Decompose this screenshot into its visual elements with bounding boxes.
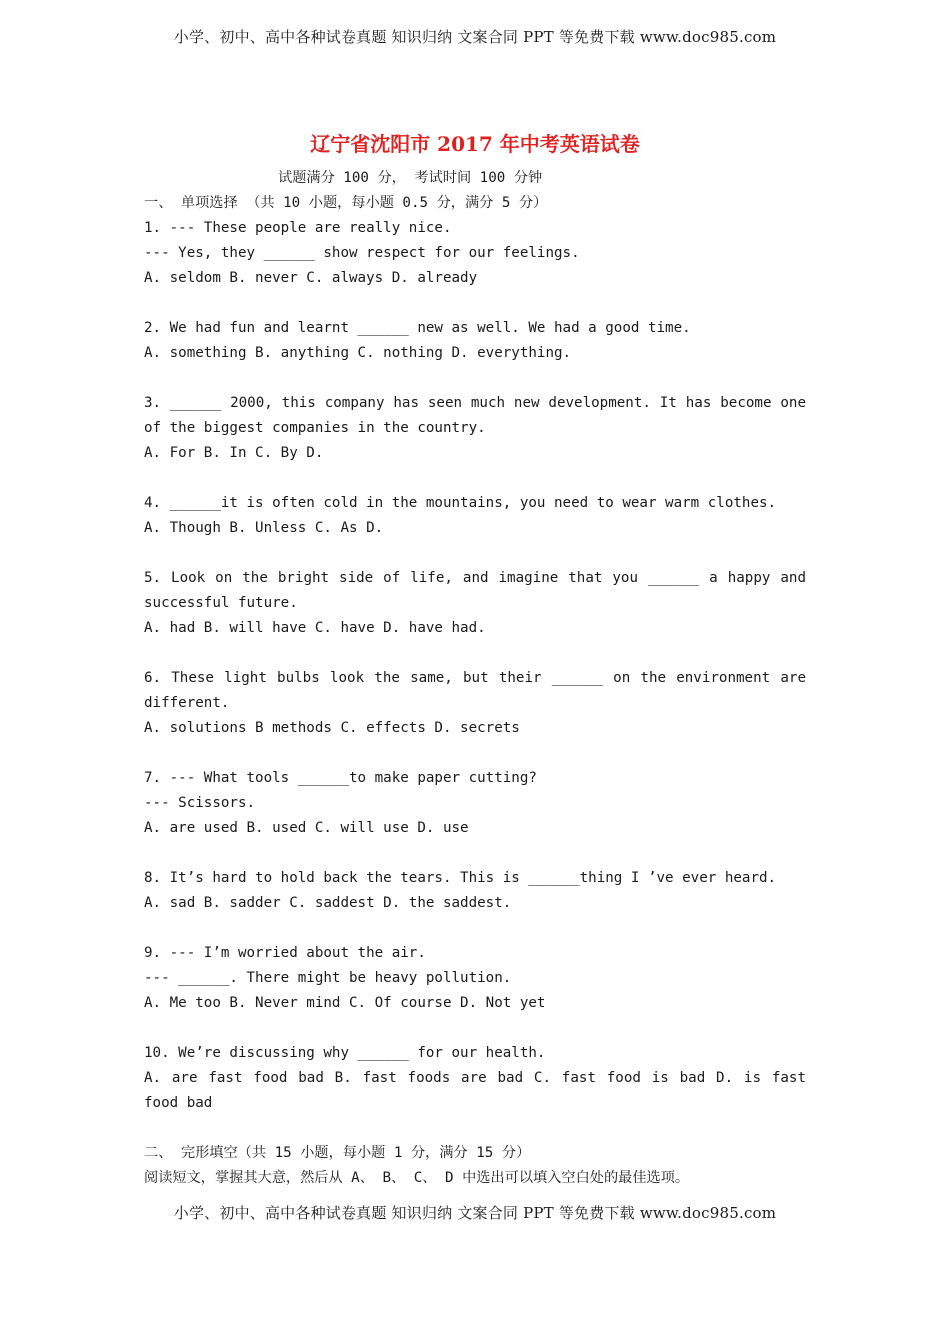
question-5 xyxy=(144,566,806,641)
spacer xyxy=(144,1016,806,1041)
spacer xyxy=(144,466,806,491)
spacer xyxy=(144,366,806,391)
section-heading-2: 二、 完形填空（共 15 小题，每小题 1 分，满分 15 分） xyxy=(144,1145,531,1161)
question-2-options: A. something B. anything C. nothing D. everything. xyxy=(144,345,572,361)
spacer xyxy=(144,741,806,766)
spacer xyxy=(144,291,806,316)
page-header: 小学、初中、高中各种试卷真题 知识归纳 文案合同 PPT 等免费下载 www.doc985.com xyxy=(173,28,777,46)
spacer xyxy=(144,641,806,666)
question-1-options: A. seldom B. never C. always D. already xyxy=(144,270,478,286)
spacer xyxy=(144,541,806,566)
question-4 xyxy=(144,491,806,541)
question-7-stem: 7. --- What tools ______to make paper cutting? xyxy=(144,770,537,786)
question-9-stem: 9. --- I’m worried about the air. xyxy=(144,945,426,961)
question-6 xyxy=(144,666,806,741)
question-9-reply: --- ______. There might be heavy pollution. xyxy=(144,970,512,986)
question-2-stem: 2. We had fun and learnt ______ new as well. We had a good time. xyxy=(144,320,691,336)
question-1-reply: --- Yes, they ______ show respect for our feelings. xyxy=(144,245,580,261)
section-heading-1: 一、 单项选择 （共 10 小题，每小题 0.5 分，满分 5 分） xyxy=(144,195,548,211)
question-8-stem: 8. It’s hard to hold back the tears. This is ______thing I ’ve ever heard. xyxy=(144,870,777,886)
question-6-stem: 6. These light bulbs look the same, but their ______ on the environment are different. xyxy=(144,670,806,711)
question-1-stem: 1. --- These people are really nice. xyxy=(144,220,452,236)
exam-subtitle: 试题满分 100 分， 考试时间 100 分钟 xyxy=(278,170,543,186)
question-9 xyxy=(144,941,806,1016)
question-9-options: A. Me too B. Never mind C. Of course D. Not yet xyxy=(144,995,546,1011)
spacer xyxy=(144,916,806,941)
question-7-options: A. are used B. used C. will use D. use xyxy=(144,820,469,836)
question-7-reply: --- Scissors. xyxy=(144,795,256,811)
spacer xyxy=(144,1116,806,1141)
question-6-options: A. solutions B methods C. effects D. secrets xyxy=(144,720,520,736)
page-footer: 小学、初中、高中各种试卷真题 知识归纳 文案合同 PPT 等免费下载 www.doc985.com xyxy=(173,1204,777,1222)
question-10-options: A. are fast food bad B. fast foods are bad C. fast food is bad D. is fast food bad xyxy=(144,1070,806,1111)
question-list xyxy=(144,216,806,1141)
question-3-options: A. For B. In C. By D. xyxy=(144,445,324,461)
spacer xyxy=(144,841,806,866)
question-5-stem: 5. Look on the bright side of life, and imagine that you ______ a happy and successful future. xyxy=(144,570,806,611)
question-7 xyxy=(144,766,806,841)
question-4-options: A. Though B. Unless C. As D. xyxy=(144,520,384,536)
question-8-options: A. sad B. sadder C. saddest D. the saddest. xyxy=(144,895,512,911)
question-5-options: A. had B. will have C. have D. have had. xyxy=(144,620,486,636)
question-1 xyxy=(144,216,806,291)
exam-content xyxy=(144,166,806,1191)
question-4-stem: 4. ______it is often cold in the mountains, you need to wear warm clothes. xyxy=(144,495,777,511)
question-3-stem: 3. ______ 2000, this company has seen much new development. It has become one of the biggest companies in the country. xyxy=(144,395,806,436)
question-2 xyxy=(144,316,806,366)
exam-title: 辽宁省沈阳市 2017 年中考英语试卷 xyxy=(310,132,640,156)
section-2-instruction: 阅读短文，掌握其大意，然后从 A、 B、 C、 D 中选出可以填入空白处的最佳选项。 xyxy=(144,1170,690,1186)
question-3 xyxy=(144,391,806,466)
question-10 xyxy=(144,1041,806,1116)
question-8 xyxy=(144,866,806,916)
question-10-stem: 10. We’re discussing why ______ for our health. xyxy=(144,1045,546,1061)
